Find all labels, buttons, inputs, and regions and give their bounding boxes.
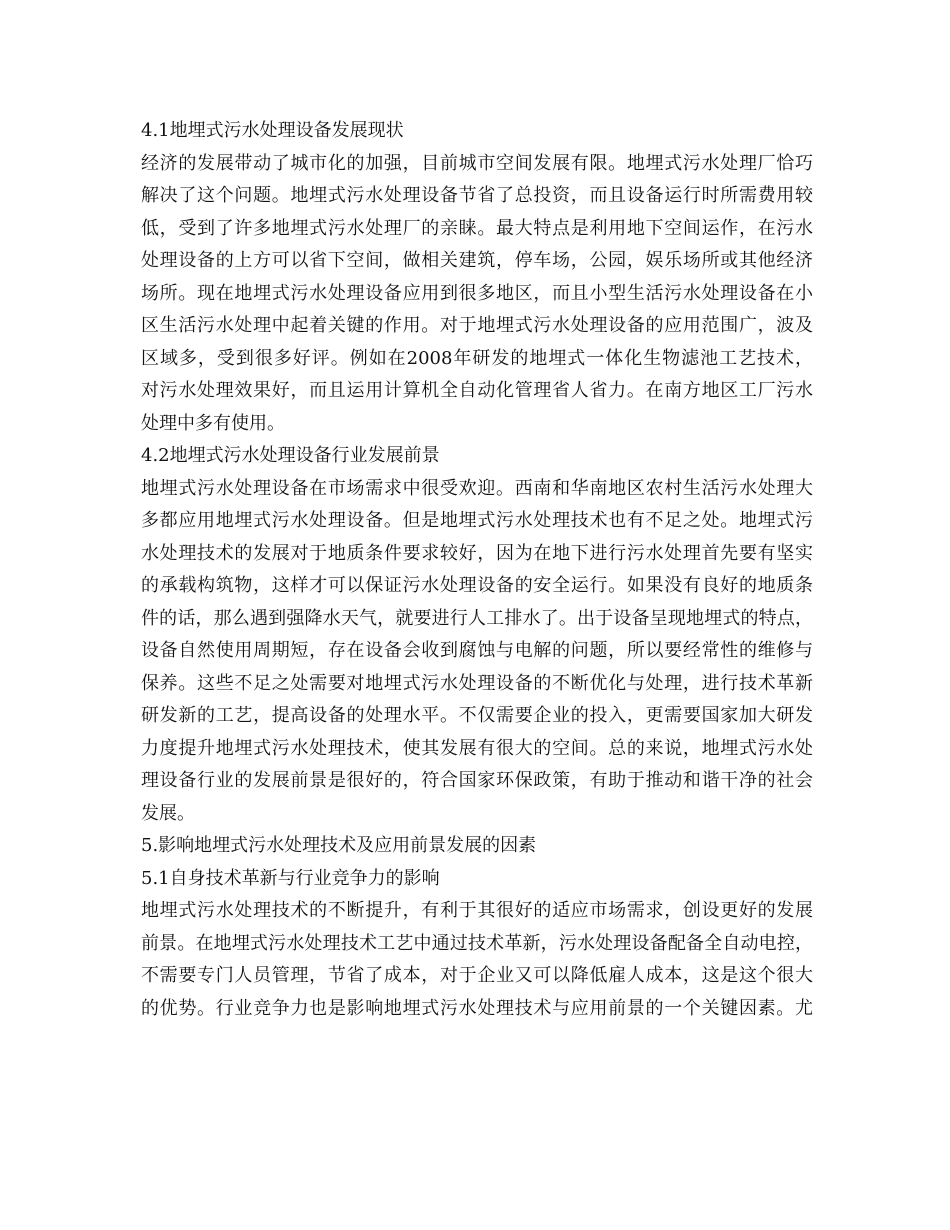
paragraph-line: 水处理技术的发展对于地质条件要求较好，因为在地下进行污水处理首先要有坚实 — [141, 542, 813, 564]
paragraph-line: 的优势。行业竞争力也是影响地埋式污水处理技术与应用前景的一个关键因素。尤 — [141, 997, 813, 1019]
paragraph-line: 不需要专门人员管理，节省了成本，对于企业又可以降低雇人成本，这是这个很大 — [141, 965, 813, 986]
section-heading-4-2: 4.2地埋式污水处理设备行业发展前景 — [141, 445, 440, 466]
paragraph-line: 设备自然使用周期短，存在设备会收到腐蚀与电解的问题，所以要经常性的维修与 — [141, 640, 813, 661]
paragraph-line: 区域多，受到很多好评。例如在2008年研发的地埋式一体化生物滤池工艺技术， — [141, 347, 813, 369]
paragraph-line: 地埋式污水处理设备在市场需求中很受欢迎。西南和华南地区农村生活污水处理大 — [141, 477, 813, 499]
paragraph-line: 地埋式污水处理技术的不断提升，有利于其很好的适应市场需求，创设更好的发展 — [141, 900, 813, 921]
paragraph-line: 处理中多有使用。 — [141, 412, 285, 434]
document-page — [141, 115, 813, 1025]
paragraph-line: 的承载构筑物，这样才可以保证污水处理设备的安全运行。如果没有良好的地质条 — [141, 575, 813, 596]
paragraph-line: 经济的发展带动了城市化的加强，目前城市空间发展有限。地埋式污水处理厂恰巧 — [141, 152, 813, 174]
paragraph-line: 处理设备的上方可以省下空间，做相关建筑，停车场，公园，娱乐场所或其他经济 — [141, 250, 813, 271]
paragraph-line: 多都应用地埋式污水处理设备。但是地埋式污水处理技术也有不足之处。地埋式污 — [141, 510, 813, 531]
paragraph-line: 保养。这些不足之处需要对地埋式污水处理设备的不断优化与处理，进行技术革新 — [141, 672, 813, 694]
section-heading-5: 5.影响地埋式污水处理技术及应用前景发展的因素 — [141, 835, 537, 856]
paragraph-line: 件的话，那么遇到强降水天气，就要进行人工排水了。出于设备呈现地埋式的特点， — [141, 607, 813, 629]
paragraph-line: 理设备行业的发展前景是很好的，符合国家环保政策，有助于推动和谐干净的社会 — [141, 770, 813, 791]
section-heading-4-1: 4.1地埋式污水处理设备发展现状 — [141, 120, 404, 141]
paragraph-line: 研发新的工艺，提高设备的处理水平。不仅需要企业的投入，更需要国家加大研发 — [141, 705, 813, 726]
paragraph-line: 区生活污水处理中起着关键的作用。对于地埋式污水处理设备的应用范围广，波及 — [141, 315, 813, 336]
paragraph-line: 低，受到了许多地埋式污水处理厂的亲睐。最大特点是利用地下空间运作，在污水 — [141, 217, 813, 239]
paragraph-line: 发展。 — [141, 802, 195, 824]
paragraph-line: 场所。现在地埋式污水处理设备应用到很多地区，而且小型生活污水处理设备在小 — [141, 282, 813, 304]
paragraph-line: 解决了这个问题。地埋式污水处理设备节省了总投资，而且设备运行时所需费用较 — [141, 185, 813, 206]
paragraph-line: 力度提升地埋式污水处理技术，使其发展有很大的空间。总的来说，地埋式污水处 — [141, 737, 813, 759]
section-heading-5-1: 5.1自身技术革新与行业竞争力的影响 — [141, 867, 440, 889]
paragraph-line: 对污水处理效果好，而且运用计算机全自动化管理省人省力。在南方地区工厂污水 — [141, 380, 813, 401]
paragraph-line: 前景。在地埋式污水处理技术工艺中通过技术革新，污水处理设备配备全自动电控， — [141, 932, 813, 954]
